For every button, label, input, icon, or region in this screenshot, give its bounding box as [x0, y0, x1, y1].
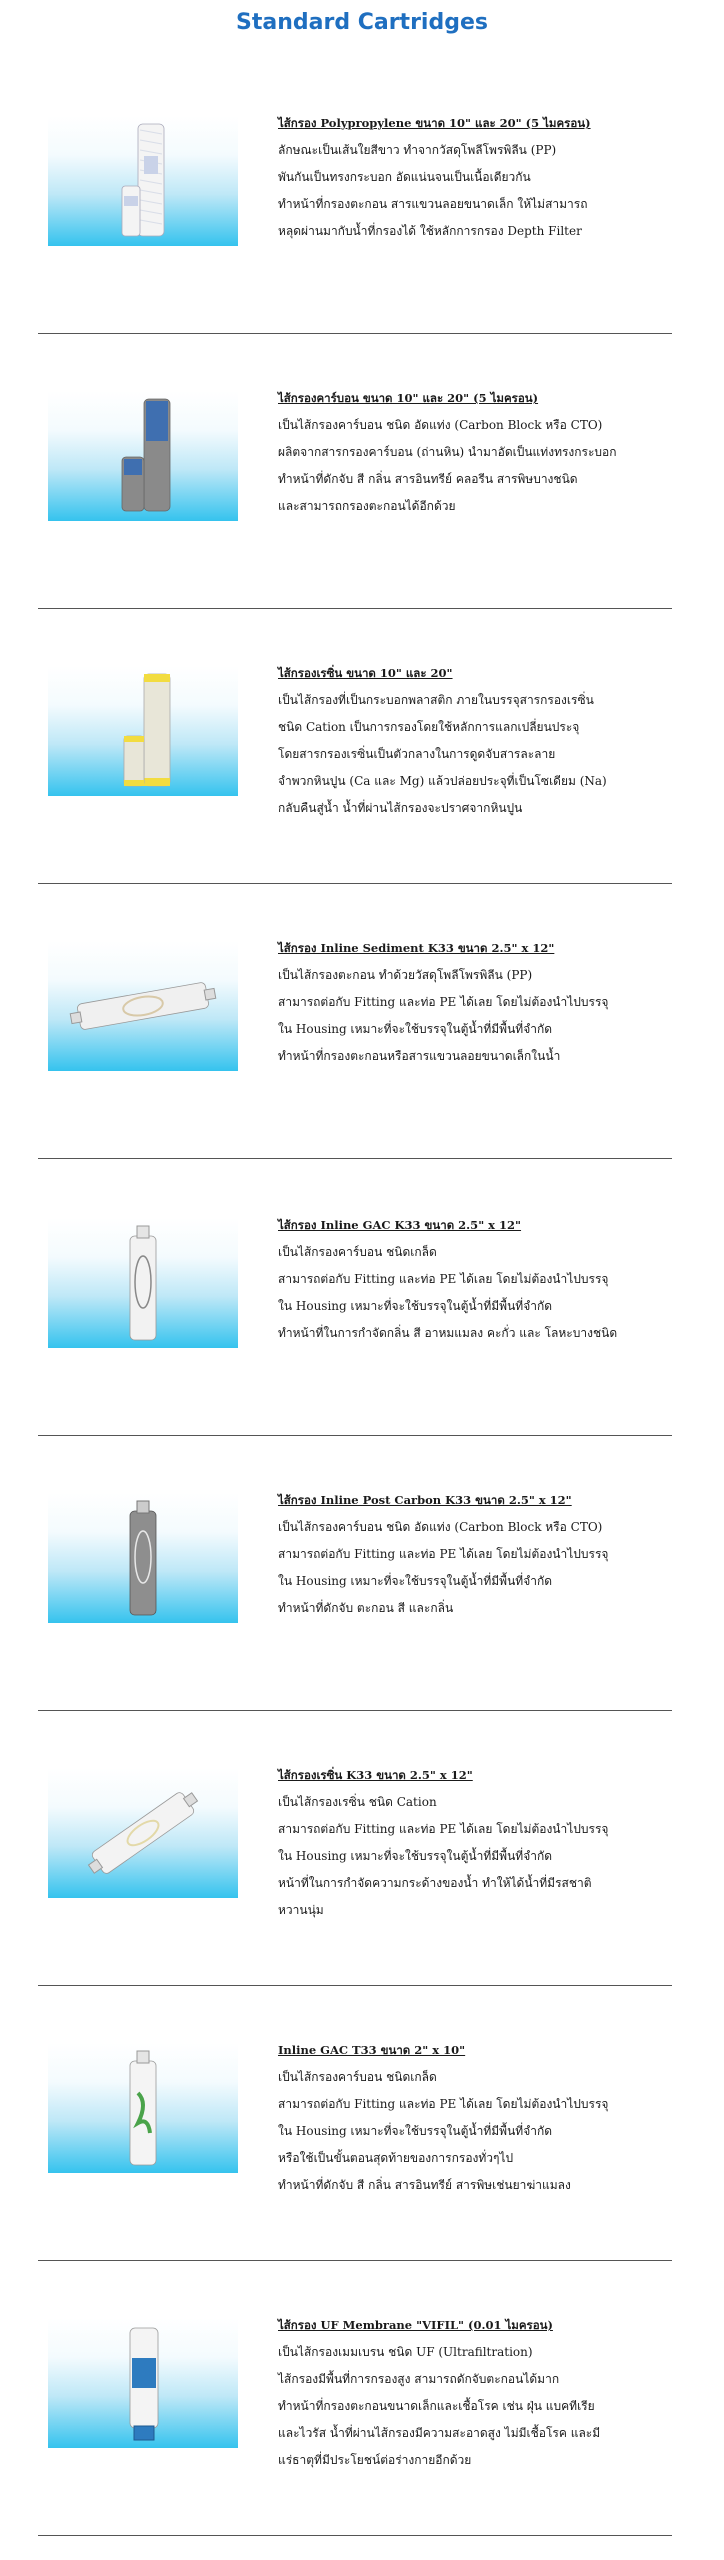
product-image — [48, 1493, 238, 1623]
product-image — [48, 1218, 238, 1348]
product-image — [48, 391, 238, 521]
description-line: เป็นไส้กรองเรซิ่น ชนิด Cation — [278, 1795, 437, 1809]
description-line: หวานนุ่ม — [278, 1903, 324, 1917]
product-description — [278, 385, 678, 520]
product-heading: ไส้กรองเรซิ่น K33 ขนาด 2.5" x 12" — [278, 1768, 473, 1782]
description-line: ชนิด Cation เป็นการกรองโดยใช้หลักการแลกเปลี่ยนประจุ — [278, 720, 580, 734]
product-description — [278, 110, 678, 245]
product-image — [48, 116, 238, 246]
product-heading: ไส้กรอง UF Membrane "VIFIL" (0.01 ไมครอน) — [278, 2318, 553, 2332]
product-description — [278, 660, 678, 822]
product-heading: ไส้กรอง Polypropylene ขนาด 10" และ 20" (5 ไมครอน) — [278, 116, 591, 130]
product-image — [48, 1768, 238, 1898]
section-divider — [38, 2535, 672, 2536]
description-line: โดยสารกรองเรซิ่นเป็นตัวกลางในการดูดจับสารละลาย — [278, 747, 556, 761]
blue-carbon-block-cartridges-icon — [48, 391, 238, 521]
product-description — [278, 2037, 678, 2199]
product-description — [278, 2312, 678, 2474]
product-heading: ไส้กรองเรซิ่น ขนาด 10" และ 20" — [278, 666, 453, 680]
white-sediment-cartridges-pair-icon — [48, 116, 238, 246]
description-line: เป็นไส้กรองคาร์บอน ชนิดเกล็ด — [278, 2070, 437, 2084]
description-line: สามารถต่อกับ Fitting และท่อ PE ได้เลย โดยไม่ต้องนำไปบรรจุ — [278, 995, 609, 1009]
description-line: แร่ธาตุที่มีประโยชน์ต่อร่างกายอีกด้วย — [278, 2453, 472, 2467]
uf-membrane-cartridge-icon — [48, 2318, 238, 2448]
description-line: เป็นไส้กรองเมมเบรน ชนิด UF (Ultrafiltration) — [278, 2345, 533, 2359]
description-line: ทำหน้าที่กรองตะกอนหรือสารแขวนลอยขนาดเล็กในน้ำ — [278, 1049, 561, 1063]
description-line: สามารถต่อกับ Fitting และท่อ PE ได้เลย โดยไม่ต้องนำไปบรรจุ — [278, 1822, 609, 1836]
section-divider — [38, 1710, 672, 1711]
description-line: หรือใช้เป็นขั้นตอนสุดท้ายของการกรองทั่วๆไป — [278, 2151, 514, 2165]
product-description — [278, 1212, 678, 1347]
product-description — [278, 935, 678, 1070]
white-inline-cartridge-tilted-icon — [48, 941, 238, 1071]
description-line: ผลิตจากสารกรองคาร์บอน (ถ่านหิน) นำมาอัดเป็นแท่งทรงกระบอก — [278, 445, 617, 459]
product-image — [48, 2318, 238, 2448]
description-line: และไวรัส น้ำที่ผ่านไส้กรองมีความสะอาดสูง ไม่มีเชื้อโรค และมี — [278, 2426, 601, 2440]
description-line: ใน Housing เหมาะที่จะใช้บรรจุในตู้น้ำที่มีพื้นที่จำกัด — [278, 1299, 553, 1313]
product-image — [48, 2043, 238, 2173]
description-line: สามารถต่อกับ Fitting และท่อ PE ได้เลย โดยไม่ต้องนำไปบรรจุ — [278, 1272, 609, 1286]
white-inline-cartridge-vertical-icon — [48, 1218, 238, 1348]
product-section — [38, 1212, 672, 1422]
section-divider — [38, 883, 672, 884]
product-section — [38, 385, 672, 595]
description-line: และสามารถกรองตะกอนได้อีกด้วย — [278, 499, 456, 513]
description-line: เป็นไส้กรองคาร์บอน ชนิดเกล็ด — [278, 1245, 437, 1259]
product-section — [38, 1762, 672, 1972]
section-divider — [38, 1985, 672, 1986]
description-line: หลุดผ่านมากับน้ำที่กรองได้ ใช้หลักการกรอง Depth Filter — [278, 224, 582, 238]
description-line: ทำหน้าที่กรองตะกอนขนาดเล็กและเชื้อโรค เช่น ฝุ่น แบคทีเรีย — [278, 2399, 595, 2413]
section-divider — [38, 608, 672, 609]
product-section — [38, 110, 672, 320]
section-divider — [38, 333, 672, 334]
product-heading: Inline GAC T33 ขนาด 2" x 10" — [278, 2043, 466, 2057]
product-heading: ไส้กรอง Inline GAC K33 ขนาด 2.5" x 12" — [278, 1218, 522, 1232]
section-divider — [38, 1435, 672, 1436]
white-inline-cartridge-diagonal-icon — [48, 1768, 238, 1898]
product-heading: ไส้กรอง Inline Sediment K33 ขนาด 2.5" x 12" — [278, 941, 555, 955]
description-line: ทำหน้าที่ดักจับ ตะกอน สี และกลิ่น — [278, 1601, 454, 1615]
product-section — [38, 2037, 672, 2247]
description-line: หน้าที่ในการกำจัดความกระด้างของน้ำ ทำให้ได้น้ำที่มีรสชาติ — [278, 1876, 592, 1890]
product-description — [278, 1762, 678, 1924]
description-line: ทำหน้าที่กรองตะกอน สารแขวนลอยขนาดเล็ก ให้ไม่สามารถ — [278, 197, 588, 211]
description-line: ใน Housing เหมาะที่จะใช้บรรจุในตู้น้ำที่มีพื้นที่จำกัด — [278, 1849, 553, 1863]
description-line: ไส้กรองมีพื้นที่การกรองสูง สามารถดักจับตะกอนได้มาก — [278, 2372, 560, 2386]
description-line: ทำหน้าที่ดักจับ สี กลิ่น สารอินทรีย์ สารพิษเช่นยาฆ่าแมลง — [278, 2178, 571, 2192]
description-line: เป็นไส้กรองคาร์บอน ชนิด อัดแท่ง (Carbon Block หรือ CTO) — [278, 418, 603, 432]
description-line: เป็นไส้กรองที่เป็นกระบอกพลาสติก ภายในบรรจุสารกรองเรซิ่น — [278, 693, 594, 707]
description-line: กลับคืนสู่น้ำ น้ำที่ผ่านไส้กรองจะปราศจากหินปูน — [278, 801, 523, 815]
description-line: ใน Housing เหมาะที่จะใช้บรรจุในตู้น้ำที่มีพื้นที่จำกัด — [278, 2124, 553, 2138]
description-line: ลักษณะเป็นเส้นใยสีขาว ทำจากวัสดุโพลีโพรพิลีน (PP) — [278, 143, 557, 157]
grey-inline-carbon-cartridge-icon — [48, 1493, 238, 1623]
product-image — [48, 666, 238, 796]
white-inline-cartridge-green-label-icon — [48, 2043, 238, 2173]
product-heading: ไส้กรอง Inline Post Carbon K33 ขนาด 2.5" x 12" — [278, 1493, 572, 1507]
description-line: ใน Housing เหมาะที่จะใช้บรรจุในตู้น้ำที่มีพื้นที่จำกัด — [278, 1574, 553, 1588]
description-line: พันกันเป็นทรงกระบอก อัดแน่นจนเป็นเนื้อเดียวกัน — [278, 170, 531, 184]
product-description — [278, 1487, 678, 1622]
description-line: เป็นไส้กรองตะกอน ทำด้วยวัสดุโพลีโพรพิลีน (PP) — [278, 968, 533, 982]
description-line: สามารถต่อกับ Fitting และท่อ PE ได้เลย โดยไม่ต้องนำไปบรรจุ — [278, 1547, 609, 1561]
product-section — [38, 660, 672, 870]
description-line: เป็นไส้กรองคาร์บอน ชนิด อัดแท่ง (Carbon Block หรือ CTO) — [278, 1520, 603, 1534]
product-heading: ไส้กรองคาร์บอน ขนาด 10" และ 20" (5 ไมครอน) — [278, 391, 539, 405]
product-section — [38, 935, 672, 1145]
page-title: Standard Cartridges — [236, 10, 488, 35]
description-line: ทำหน้าที่ในการกำจัดกลิ่น สี อาหมแมลง คะกั่ว และ โลหะบางชนิด — [278, 1326, 618, 1340]
description-line: ใน Housing เหมาะที่จะใช้บรรจุในตู้น้ำที่มีพื้นที่จำกัด — [278, 1022, 553, 1036]
product-section — [38, 1487, 672, 1697]
description-line: สามารถต่อกับ Fitting และท่อ PE ได้เลย โดยไม่ต้องนำไปบรรจุ — [278, 2097, 609, 2111]
description-line: ทำหน้าที่ดักจับ สี กลิ่น สารอินทรีย์ คลอรีน สารพิษบางชนิด — [278, 472, 578, 486]
section-divider — [38, 1158, 672, 1159]
product-section — [38, 2312, 672, 2522]
description-line: จำพวกหินปูน (Ca และ Mg) แล้วปล่อยประจุที่เป็นโซเดียม (Na) — [278, 774, 607, 788]
yellow-resin-cartridges-icon — [48, 666, 238, 796]
section-divider — [38, 2260, 672, 2261]
product-image — [48, 941, 238, 1071]
